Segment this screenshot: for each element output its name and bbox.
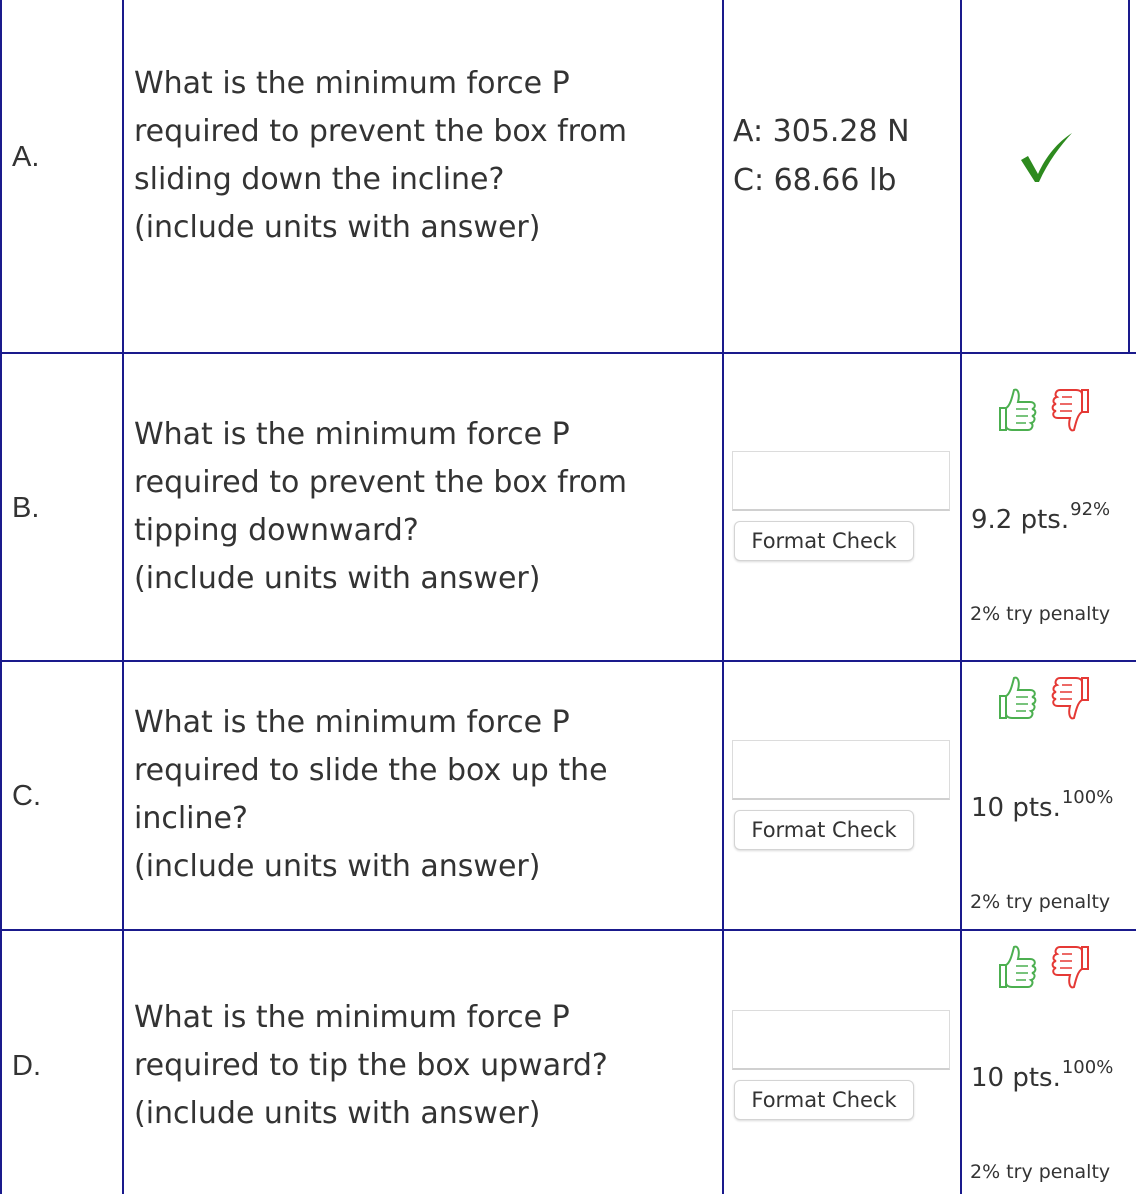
grid-line <box>0 660 1136 662</box>
answer-line: C: 68.66 lb <box>733 163 897 198</box>
row-letter: A. <box>12 141 40 173</box>
points-value <box>971 499 1110 535</box>
question-text <box>134 411 714 603</box>
submitted-answers <box>733 107 910 205</box>
question-line: What is the minimum force P <box>134 1000 570 1035</box>
row-letter: C. <box>12 780 41 812</box>
format-check-button[interactable]: Format Check <box>734 810 914 850</box>
points-value <box>971 1057 1113 1093</box>
checkmark-icon <box>1018 130 1074 184</box>
question-text <box>134 699 714 891</box>
question-text <box>134 994 714 1138</box>
question-line: required to slide the box up the <box>134 753 608 788</box>
question-line: (include units with answer) <box>134 1096 541 1131</box>
question-line: required to prevent the box from <box>134 465 627 500</box>
rating-thumbs <box>998 384 1092 440</box>
percent-text: 92% <box>1070 499 1111 520</box>
rating-thumbs <box>998 941 1092 997</box>
points-text: 10 pts. <box>971 793 1061 823</box>
question-line: What is the minimum force P <box>134 66 570 101</box>
question-line: incline? <box>134 801 248 836</box>
points-text: 10 pts. <box>971 1063 1061 1093</box>
question-line: (include units with answer) <box>134 849 541 884</box>
thumbs-up-icon[interactable] <box>998 384 1042 436</box>
question-text <box>134 60 714 252</box>
thumbs-down-icon[interactable] <box>1046 672 1090 724</box>
try-penalty: 2% try penalty <box>970 603 1111 625</box>
format-check-button[interactable]: Format Check <box>734 1080 914 1120</box>
grid-line <box>0 0 2 1194</box>
question-line: sliding down the incline? <box>134 162 505 197</box>
percent-text: 100% <box>1061 787 1114 808</box>
grid-line <box>122 0 124 1194</box>
points-text: 9.2 pts. <box>971 505 1070 535</box>
question-line: (include units with answer) <box>134 561 541 596</box>
grid-line <box>0 352 1136 354</box>
thumbs-up-icon[interactable] <box>998 941 1042 993</box>
question-line: (include units with answer) <box>134 210 541 245</box>
thumbs-down-icon[interactable] <box>1046 384 1090 436</box>
row-letter: B. <box>12 492 40 524</box>
answer-input[interactable] <box>732 451 950 511</box>
thumbs-down-icon[interactable] <box>1046 941 1090 993</box>
thumbs-up-icon[interactable] <box>998 672 1042 724</box>
question-line: required to tip the box upward? <box>134 1048 608 1083</box>
rating-thumbs <box>998 672 1092 728</box>
answer-line: A: 305.28 N <box>733 114 910 149</box>
percent-text: 100% <box>1061 1057 1114 1078</box>
points-value <box>971 787 1113 823</box>
grid-line <box>1128 0 1130 352</box>
answer-input[interactable] <box>732 1010 950 1070</box>
question-line: required to prevent the box from <box>134 114 627 149</box>
grid-line <box>0 929 1136 931</box>
question-line: tipping downward? <box>134 513 419 548</box>
question-line: What is the minimum force P <box>134 705 570 740</box>
question-line: What is the minimum force P <box>134 417 570 452</box>
grid-line <box>722 0 724 1194</box>
try-penalty: 2% try penalty <box>970 1161 1111 1183</box>
format-check-button[interactable]: Format Check <box>734 521 914 561</box>
try-penalty: 2% try penalty <box>970 891 1111 913</box>
grid-line <box>960 0 962 1194</box>
row-letter: D. <box>12 1050 41 1082</box>
answer-input[interactable] <box>732 740 950 800</box>
